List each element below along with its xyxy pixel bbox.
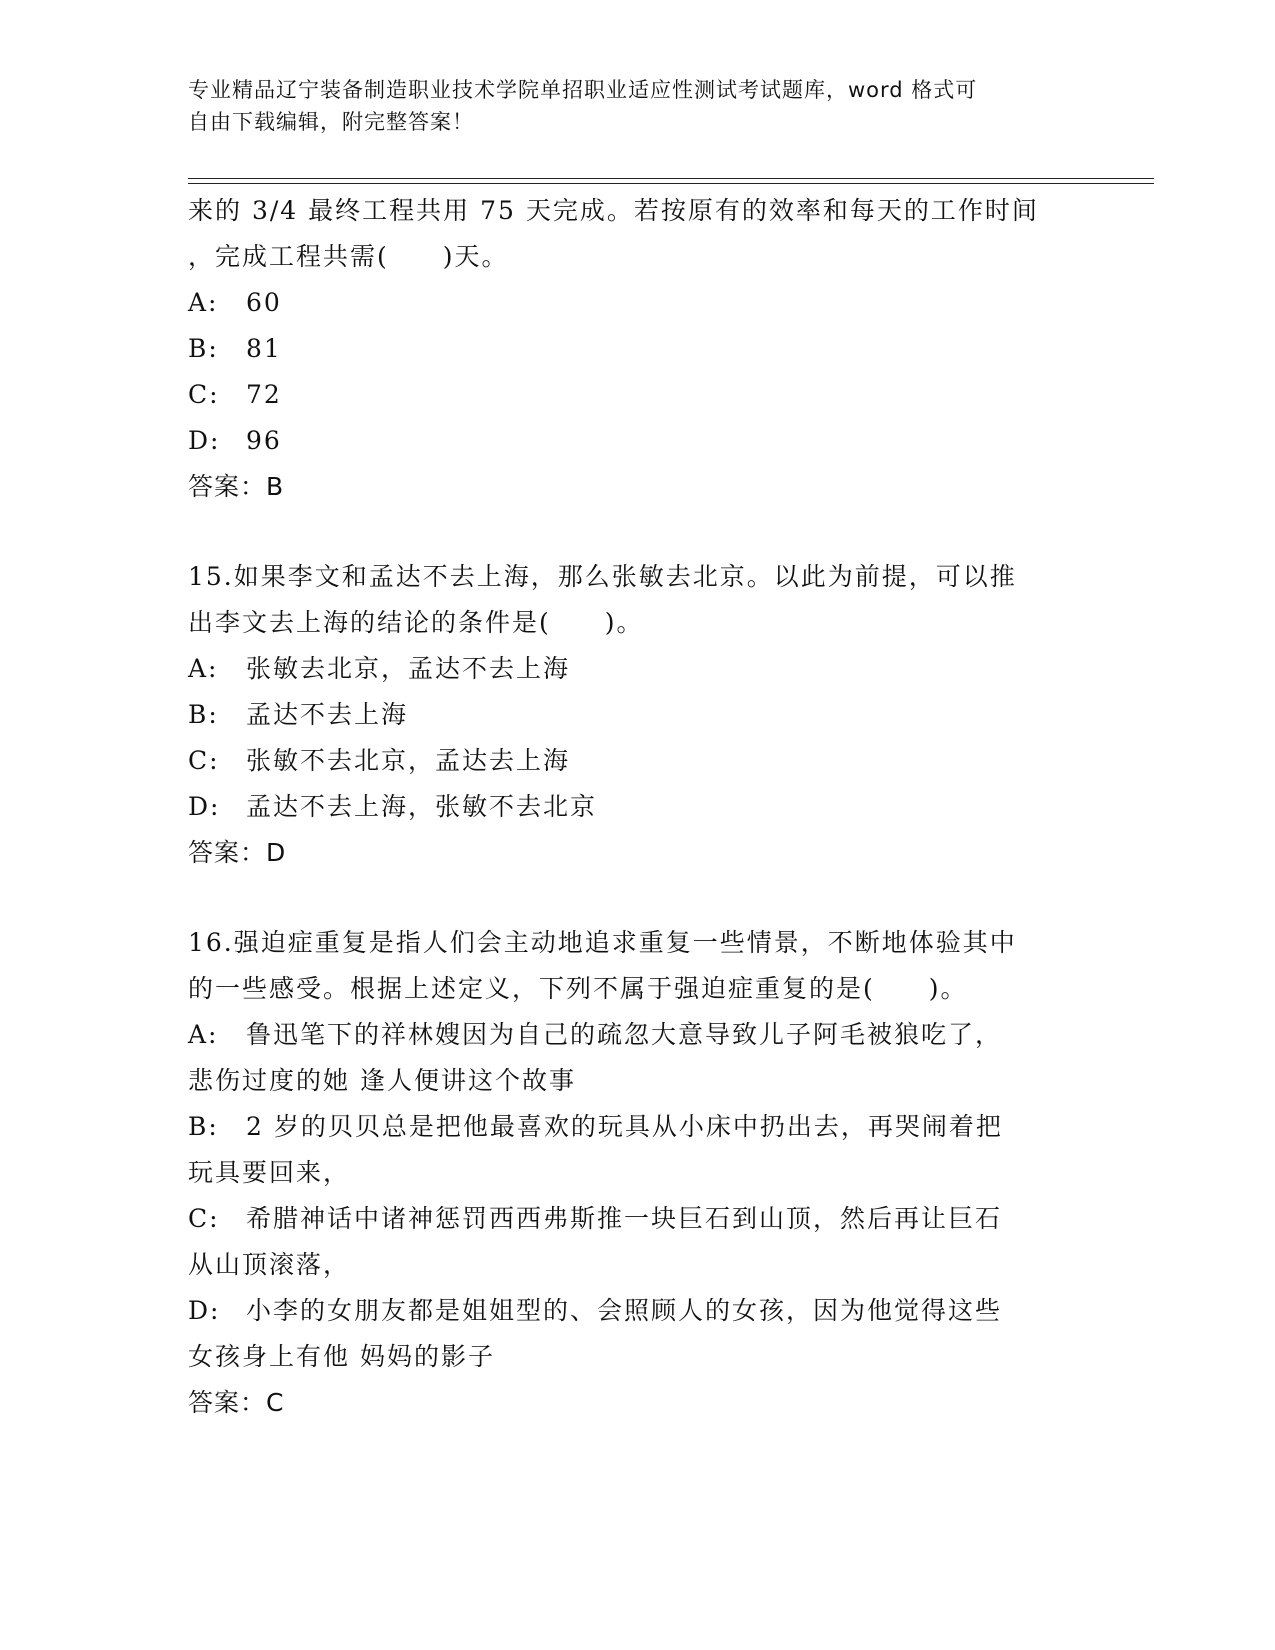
option-letter: D: [188,1296,221,1325]
answer: 答案：C [188,1388,285,1417]
question-text: ，完成工程共需( )天。 [188,242,509,271]
question-14 [188,188,1088,510]
question-text: 16.强迫症重复是指人们会主动地追求重复一些情景，不断地体验其中 [188,928,1017,957]
option-letter: D: [188,426,221,455]
option-d [188,418,1088,464]
option-c-continued: 从山顶滚落， [188,1250,351,1279]
option-letter: B: [188,334,219,363]
option-text: 96 [246,426,282,455]
option-a [188,280,1088,326]
option-a [188,1012,1088,1058]
option-c [188,1196,1088,1242]
option-text: 张敏不去北京，孟达去上海 [246,746,571,775]
option-letter: A: [188,288,219,317]
option-letter: A: [188,654,219,683]
header-line-1: 专业精品辽宁装备制造职业技术学院单招职业适应性测试考试题库，word 格式可 [188,78,978,102]
option-a-continued: 悲伤过度的她 逢人便讲这个故事 [188,1066,576,1095]
question-text: 的一些感受。根据上述定义，下列不属于强迫症重复的是( )。 [188,974,968,1003]
option-c [188,372,1088,418]
answer: 答案：B [188,472,285,501]
option-b [188,1104,1088,1150]
option-d [188,1288,1088,1334]
header-divider-top [188,178,1154,179]
option-text: 81 [246,334,282,363]
option-text: 60 [246,288,282,317]
option-letter: B: [188,1112,219,1141]
option-letter: C: [188,380,220,409]
option-letter: D: [188,792,221,821]
question-15 [188,554,1088,876]
answer: 答案：D [188,838,287,867]
option-letter: B: [188,700,219,729]
question-text: 出李文去上海的结论的条件是( )。 [188,608,644,637]
option-d [188,784,1088,830]
option-text: 孟达不去上海 [246,700,409,729]
question-text: 来的 3/4 最终工程共用 75 天完成。若按原有的效率和每天的工作时间 [188,196,1039,225]
option-text: 2 岁的贝贝总是把他最喜欢的玩具从小床中扔出去，再哭闹着把 [246,1112,1003,1141]
option-text: 小李的女朋友都是姐姐型的、会照顾人的女孩，因为他觉得这些 [246,1296,1003,1325]
option-a [188,646,1088,692]
option-b-continued: 玩具要回来， [188,1158,351,1187]
option-letter: A: [188,1020,219,1049]
page-content [188,188,1088,1426]
option-letter: C: [188,746,220,775]
option-text: 希腊神话中诸神惩罚西西弗斯推一块巨石到山顶，然后再让巨石 [246,1204,1003,1233]
option-b [188,326,1088,372]
header-line-2: 自由下载编辑，附完整答案！ [188,110,474,134]
option-b [188,692,1088,738]
document-header [188,74,1068,138]
question-16 [188,920,1088,1426]
option-d-continued: 女孩身上有他 妈妈的影子 [188,1342,495,1371]
option-text: 孟达不去上海，张敏不去北京 [246,792,598,821]
header-divider-bottom [188,183,1154,184]
question-text: 15.如果李文和孟达不去上海，那么张敏去北京。以此为前提，可以推 [188,562,1017,591]
option-text: 鲁迅笔下的祥林嫂因为自己的疏忽大意导致儿子阿毛被狼吃了， [246,1020,1003,1049]
option-c [188,738,1088,784]
option-text: 张敏去北京，孟达不去上海 [246,654,571,683]
option-letter: C: [188,1204,220,1233]
option-text: 72 [246,380,282,409]
